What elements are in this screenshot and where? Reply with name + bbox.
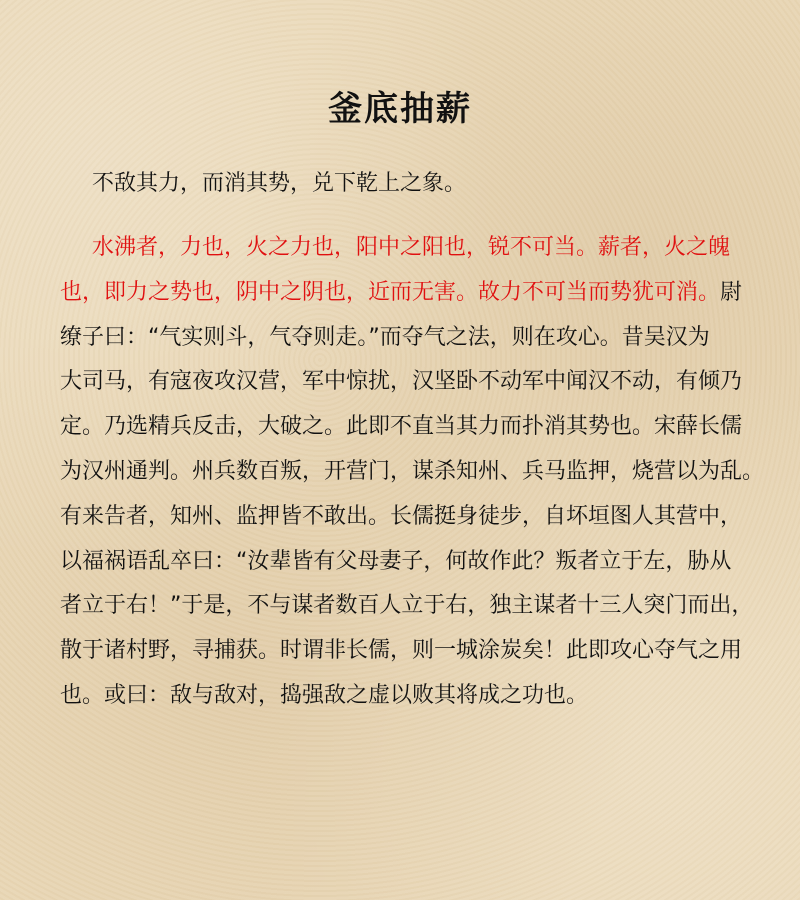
body-line-6: 为汉州通判。州兵数百叛，开营门，谋杀知州、兵马监押，烧营以为乱。 [60, 458, 765, 484]
body-line-10: 散于诸村野，寻捕获。时谓非长儒，则一城涂炭矣！此即攻心夺气之用 [60, 638, 743, 664]
body-line-9: 者立于右！”于是，不与谋者数百人立于右，独主谋者十三人突门而出， [60, 593, 754, 619]
body-line-1: 水沸者，力也，火之力也，阳中之阳也，锐不可当。薪者，火之魄 [92, 235, 731, 260]
body-line-2-highlight: 也，即力之势也，阴中之阴也，近而无害。故力不可当而势犹可消。 [60, 279, 721, 305]
body-line-8: 以福祸语乱卒曰：“汝辈皆有父母妻子，何故作此？叛者立于左，胁从 [60, 548, 732, 574]
subtitle: 不敌其力，而消其势，兑下乾上之象。 [92, 171, 467, 196]
page-title: 釜底抽薪 [328, 89, 472, 129]
body-line-7: 有来告者，知州、监押皆不敢出。长儒挺身徒步，自坏垣图人其营中， [60, 503, 743, 529]
body-line-3: 缭子曰：“气实则斗，气夺则走。”而夺气之法，则在攻心。昔吴汉为 [60, 324, 710, 350]
body-line-2-rest: 尉 [720, 279, 743, 305]
body-line-4: 大司马，有寇夜攻汉营，军中惊扰，汉坚卧不动军中闻汉不动，有倾乃 [60, 369, 743, 395]
body-line-11: 也。或曰：敌与敌对，捣强敌之虚以败其将成之功也。 [60, 682, 589, 708]
body-text [60, 226, 765, 719]
body-line-5: 定。乃选精兵反击，大破之。此即不直当其力而扑消其势也。宋薛长儒 [60, 414, 743, 440]
body-line-2 [60, 271, 750, 316]
